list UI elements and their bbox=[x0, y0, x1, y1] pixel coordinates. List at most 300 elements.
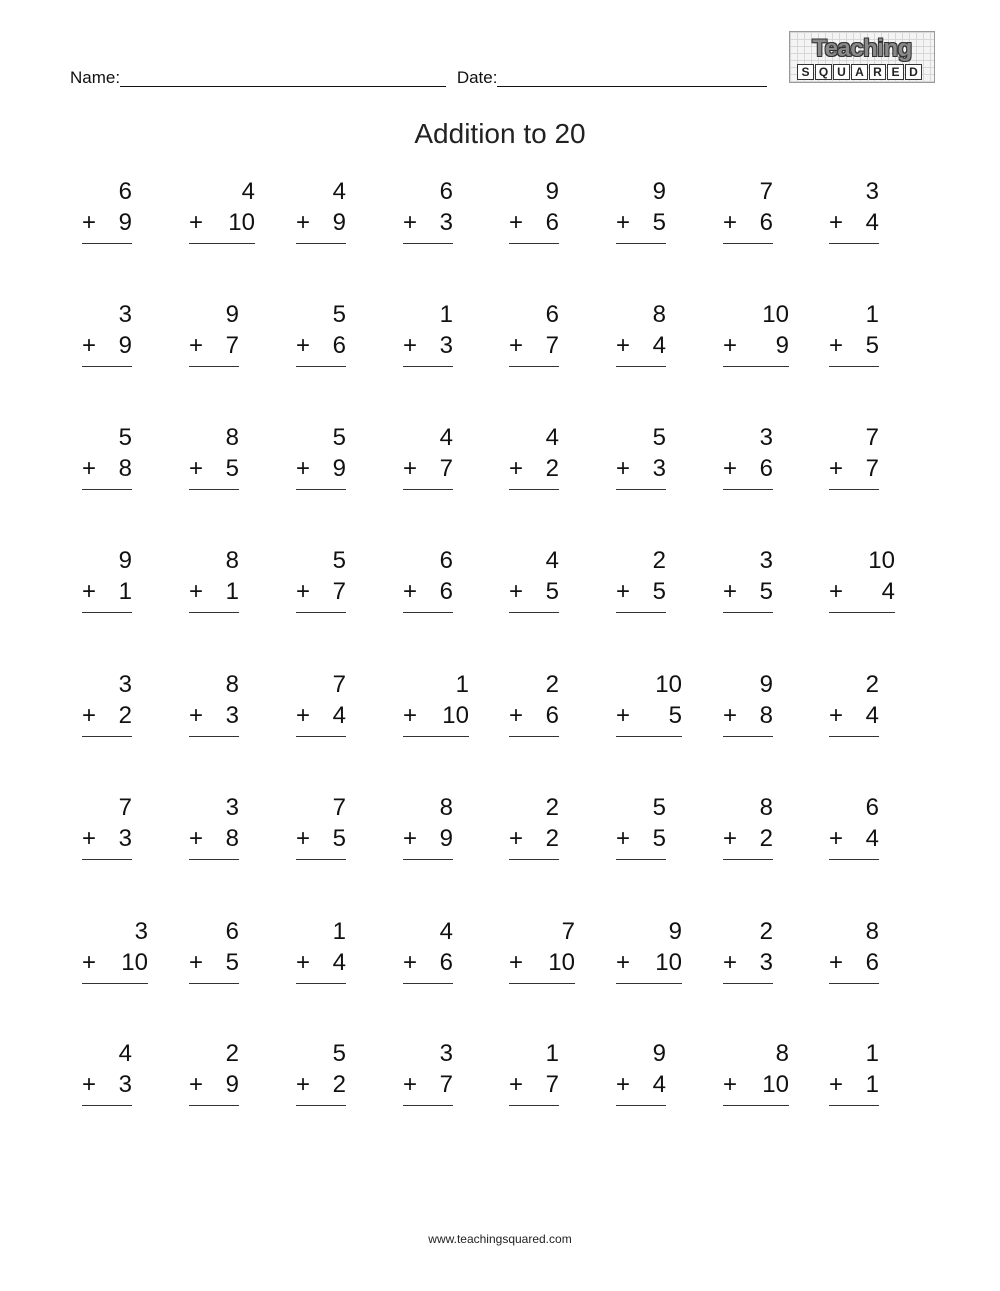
bottom-addend: 8 bbox=[118, 455, 132, 482]
plus-sign: + bbox=[403, 825, 418, 852]
bottom-addend: 3 bbox=[225, 702, 239, 729]
answer-line[interactable] bbox=[829, 489, 879, 490]
addition-problem bbox=[82, 1042, 132, 1122]
bottom-addend: 3 bbox=[118, 825, 132, 852]
top-addend: 6 bbox=[439, 178, 453, 205]
addition-problem bbox=[189, 673, 239, 753]
plus-sign: + bbox=[509, 1071, 524, 1098]
top-addend: 8 bbox=[225, 547, 239, 574]
top-addend: 1 bbox=[455, 671, 469, 698]
bottom-addend: 2 bbox=[545, 455, 559, 482]
top-addend: 4 bbox=[439, 424, 453, 451]
plus-sign: + bbox=[616, 209, 631, 236]
answer-line[interactable] bbox=[82, 612, 132, 613]
bottom-addend: 3 bbox=[439, 209, 453, 236]
bottom-addend: 10 bbox=[442, 702, 469, 729]
answer-line[interactable] bbox=[189, 366, 239, 367]
addition-problem bbox=[296, 303, 346, 383]
logo-wordmark: Teaching bbox=[812, 35, 912, 62]
bottom-addend: 9 bbox=[118, 209, 132, 236]
addition-problem bbox=[296, 426, 346, 506]
answer-line[interactable] bbox=[509, 243, 559, 244]
bottom-addend: 9 bbox=[332, 209, 346, 236]
answer-line[interactable] bbox=[616, 243, 666, 244]
bottom-addend: 9 bbox=[225, 1071, 239, 1098]
answer-line[interactable] bbox=[296, 612, 346, 613]
plus-sign: + bbox=[616, 825, 631, 852]
answer-line[interactable] bbox=[296, 243, 346, 244]
top-addend: 1 bbox=[865, 301, 879, 328]
answer-line[interactable] bbox=[189, 859, 239, 860]
top-addend: 6 bbox=[439, 547, 453, 574]
addition-problem bbox=[403, 673, 469, 753]
top-addend: 8 bbox=[439, 794, 453, 821]
addition-problem bbox=[82, 920, 148, 1000]
bottom-addend: 3 bbox=[118, 1071, 132, 1098]
answer-line[interactable] bbox=[403, 366, 453, 367]
bottom-addend: 7 bbox=[439, 455, 453, 482]
top-addend: 5 bbox=[332, 1040, 346, 1067]
plus-sign: + bbox=[829, 578, 844, 605]
bottom-addend: 5 bbox=[545, 578, 559, 605]
answer-line[interactable] bbox=[509, 1105, 559, 1106]
plus-sign: + bbox=[189, 1071, 204, 1098]
answer-line[interactable] bbox=[189, 983, 239, 984]
top-addend: 9 bbox=[118, 547, 132, 574]
logo-letter: Q bbox=[815, 64, 832, 80]
top-addend: 4 bbox=[118, 1040, 132, 1067]
top-addend: 9 bbox=[225, 301, 239, 328]
addition-problem bbox=[829, 920, 879, 1000]
bottom-addend: 7 bbox=[865, 455, 879, 482]
plus-sign: + bbox=[82, 455, 97, 482]
bottom-addend: 6 bbox=[759, 209, 773, 236]
addition-problem bbox=[616, 549, 666, 629]
addition-problem bbox=[616, 1042, 666, 1122]
plus-sign: + bbox=[296, 702, 311, 729]
logo-letter: A bbox=[851, 64, 868, 80]
answer-line[interactable] bbox=[509, 859, 559, 860]
top-addend: 2 bbox=[545, 671, 559, 698]
plus-sign: + bbox=[296, 1071, 311, 1098]
answer-line[interactable] bbox=[296, 366, 346, 367]
bottom-addend: 5 bbox=[668, 702, 682, 729]
bottom-addend: 6 bbox=[439, 578, 453, 605]
bottom-addend: 6 bbox=[332, 332, 346, 359]
addition-problem bbox=[189, 920, 239, 1000]
addition-problem bbox=[403, 303, 453, 383]
name-label: Name: bbox=[70, 68, 121, 87]
answer-line[interactable] bbox=[829, 612, 895, 613]
answer-line[interactable] bbox=[509, 736, 559, 737]
bottom-addend: 3 bbox=[759, 949, 773, 976]
top-addend: 4 bbox=[332, 178, 346, 205]
bottom-addend: 1 bbox=[865, 1071, 879, 1098]
top-addend: 8 bbox=[652, 301, 666, 328]
top-addend: 9 bbox=[759, 671, 773, 698]
plus-sign: + bbox=[82, 578, 97, 605]
bottom-addend: 5 bbox=[225, 949, 239, 976]
answer-line[interactable] bbox=[829, 366, 879, 367]
answer-line[interactable] bbox=[403, 859, 453, 860]
top-addend: 3 bbox=[865, 178, 879, 205]
top-addend: 10 bbox=[868, 547, 895, 574]
addition-problem bbox=[829, 673, 879, 753]
bottom-addend: 5 bbox=[225, 455, 239, 482]
top-addend: 10 bbox=[762, 301, 789, 328]
addition-problem bbox=[829, 796, 879, 876]
answer-line[interactable] bbox=[82, 736, 132, 737]
plus-sign: + bbox=[82, 702, 97, 729]
top-addend: 9 bbox=[652, 1040, 666, 1067]
answer-line[interactable] bbox=[509, 612, 559, 613]
bottom-addend: 9 bbox=[118, 332, 132, 359]
top-addend: 2 bbox=[865, 671, 879, 698]
plus-sign: + bbox=[723, 578, 738, 605]
answer-line[interactable] bbox=[829, 983, 879, 984]
top-addend: 4 bbox=[545, 547, 559, 574]
bottom-addend: 2 bbox=[545, 825, 559, 852]
answer-line[interactable] bbox=[82, 859, 132, 860]
bottom-addend: 5 bbox=[865, 332, 879, 359]
addition-problem bbox=[616, 303, 666, 383]
answer-line[interactable] bbox=[616, 859, 666, 860]
answer-line[interactable] bbox=[616, 736, 682, 737]
addition-problem bbox=[723, 673, 773, 753]
plus-sign: + bbox=[403, 949, 418, 976]
bottom-addend: 2 bbox=[332, 1071, 346, 1098]
answer-line[interactable] bbox=[403, 489, 453, 490]
addition-problem bbox=[189, 180, 255, 260]
bottom-addend: 4 bbox=[865, 825, 879, 852]
plus-sign: + bbox=[189, 209, 204, 236]
addition-problem bbox=[403, 180, 453, 260]
answer-line[interactable] bbox=[616, 489, 666, 490]
addition-problem bbox=[403, 796, 453, 876]
answer-line[interactable] bbox=[189, 243, 255, 244]
top-addend: 5 bbox=[118, 424, 132, 451]
addition-problem bbox=[509, 549, 559, 629]
bottom-addend: 3 bbox=[652, 455, 666, 482]
top-addend: 3 bbox=[759, 424, 773, 451]
plus-sign: + bbox=[723, 209, 738, 236]
answer-line[interactable] bbox=[509, 983, 575, 984]
answer-line[interactable] bbox=[189, 612, 239, 613]
bottom-addend: 4 bbox=[865, 702, 879, 729]
top-addend: 3 bbox=[118, 301, 132, 328]
plus-sign: + bbox=[296, 578, 311, 605]
plus-sign: + bbox=[509, 332, 524, 359]
addition-problem bbox=[829, 303, 879, 383]
answer-line[interactable] bbox=[616, 983, 682, 984]
bottom-addend: 6 bbox=[545, 209, 559, 236]
addition-problem bbox=[82, 796, 132, 876]
plus-sign: + bbox=[723, 825, 738, 852]
plus-sign: + bbox=[189, 702, 204, 729]
addition-problem bbox=[82, 673, 132, 753]
bottom-addend: 9 bbox=[332, 455, 346, 482]
plus-sign: + bbox=[829, 455, 844, 482]
bottom-addend: 6 bbox=[865, 949, 879, 976]
bottom-addend: 6 bbox=[759, 455, 773, 482]
top-addend: 5 bbox=[652, 794, 666, 821]
bottom-addend: 2 bbox=[759, 825, 773, 852]
addition-problem bbox=[509, 1042, 559, 1122]
bottom-addend: 6 bbox=[545, 702, 559, 729]
plus-sign: + bbox=[189, 825, 204, 852]
plus-sign: + bbox=[296, 455, 311, 482]
addition-problem bbox=[82, 180, 132, 260]
bottom-addend: 4 bbox=[332, 949, 346, 976]
bottom-addend: 7 bbox=[545, 332, 559, 359]
plus-sign: + bbox=[509, 702, 524, 729]
bottom-addend: 10 bbox=[121, 949, 148, 976]
plus-sign: + bbox=[509, 949, 524, 976]
addition-problem bbox=[296, 1042, 346, 1122]
plus-sign: + bbox=[82, 209, 97, 236]
logo-letter: D bbox=[905, 64, 922, 80]
answer-line[interactable] bbox=[296, 859, 346, 860]
top-addend: 5 bbox=[652, 424, 666, 451]
top-addend: 8 bbox=[775, 1040, 789, 1067]
plus-sign: + bbox=[723, 702, 738, 729]
answer-line[interactable] bbox=[296, 736, 346, 737]
top-addend: 9 bbox=[652, 178, 666, 205]
answer-line[interactable] bbox=[296, 489, 346, 490]
top-addend: 8 bbox=[225, 424, 239, 451]
addition-problem bbox=[82, 426, 132, 506]
bottom-addend: 9 bbox=[775, 332, 789, 359]
plus-sign: + bbox=[723, 949, 738, 976]
top-addend: 7 bbox=[561, 918, 575, 945]
addition-problem bbox=[296, 673, 346, 753]
answer-line[interactable] bbox=[723, 489, 773, 490]
bottom-addend: 7 bbox=[545, 1071, 559, 1098]
bottom-addend: 3 bbox=[439, 332, 453, 359]
bottom-addend: 10 bbox=[655, 949, 682, 976]
plus-sign: + bbox=[509, 455, 524, 482]
top-addend: 4 bbox=[241, 178, 255, 205]
top-addend: 4 bbox=[439, 918, 453, 945]
logo-letter: E bbox=[887, 64, 904, 80]
addition-problem bbox=[403, 1042, 453, 1122]
addition-problem bbox=[403, 920, 453, 1000]
answer-line[interactable] bbox=[296, 983, 346, 984]
plus-sign: + bbox=[403, 578, 418, 605]
plus-sign: + bbox=[296, 949, 311, 976]
answer-line[interactable] bbox=[616, 366, 666, 367]
plus-sign: + bbox=[403, 455, 418, 482]
addition-problem bbox=[723, 796, 773, 876]
plus-sign: + bbox=[82, 332, 97, 359]
bottom-addend: 6 bbox=[439, 949, 453, 976]
addition-problem bbox=[509, 180, 559, 260]
bottom-addend: 9 bbox=[439, 825, 453, 852]
answer-line[interactable] bbox=[189, 1105, 239, 1106]
top-addend: 6 bbox=[545, 301, 559, 328]
plus-sign: + bbox=[723, 1071, 738, 1098]
answer-line[interactable] bbox=[82, 489, 132, 490]
answer-line[interactable] bbox=[403, 243, 453, 244]
bottom-addend: 8 bbox=[759, 702, 773, 729]
answer-line[interactable] bbox=[82, 366, 132, 367]
plus-sign: + bbox=[616, 1071, 631, 1098]
top-addend: 2 bbox=[759, 918, 773, 945]
answer-line[interactable] bbox=[296, 1105, 346, 1106]
addition-problem bbox=[189, 796, 239, 876]
bottom-addend: 10 bbox=[228, 209, 255, 236]
plus-sign: + bbox=[829, 825, 844, 852]
answer-line[interactable] bbox=[509, 366, 559, 367]
plus-sign: + bbox=[82, 1071, 97, 1098]
answer-line[interactable] bbox=[403, 1105, 453, 1106]
answer-line[interactable] bbox=[82, 1105, 132, 1106]
date-label: Date: bbox=[456, 68, 498, 87]
addition-problem bbox=[189, 549, 239, 629]
addition-problem bbox=[829, 180, 879, 260]
addition-problem bbox=[723, 303, 789, 383]
bottom-addend: 4 bbox=[332, 702, 346, 729]
answer-line[interactable] bbox=[723, 612, 773, 613]
top-addend: 3 bbox=[134, 918, 148, 945]
top-addend: 10 bbox=[655, 671, 682, 698]
plus-sign: + bbox=[189, 949, 204, 976]
addition-problem bbox=[82, 549, 132, 629]
answer-line[interactable] bbox=[723, 736, 773, 737]
top-addend: 9 bbox=[668, 918, 682, 945]
answer-line[interactable] bbox=[723, 983, 773, 984]
addition-problem bbox=[189, 1042, 239, 1122]
plus-sign: + bbox=[829, 332, 844, 359]
top-addend: 1 bbox=[332, 918, 346, 945]
top-addend: 7 bbox=[759, 178, 773, 205]
addition-problem bbox=[509, 673, 559, 753]
bottom-addend: 10 bbox=[762, 1071, 789, 1098]
addition-problem bbox=[616, 180, 666, 260]
bottom-addend: 7 bbox=[225, 332, 239, 359]
bottom-addend: 1 bbox=[225, 578, 239, 605]
answer-line[interactable] bbox=[723, 859, 773, 860]
addition-problem bbox=[82, 303, 132, 383]
addition-problem bbox=[509, 920, 575, 1000]
top-addend: 7 bbox=[332, 794, 346, 821]
addition-problem bbox=[509, 426, 559, 506]
top-addend: 8 bbox=[865, 918, 879, 945]
bottom-addend: 4 bbox=[881, 578, 895, 605]
answer-line[interactable] bbox=[616, 1105, 666, 1106]
answer-line[interactable] bbox=[723, 243, 773, 244]
plus-sign: + bbox=[829, 1071, 844, 1098]
top-addend: 5 bbox=[332, 547, 346, 574]
addition-problem bbox=[723, 426, 773, 506]
addition-problem bbox=[403, 426, 453, 506]
plus-sign: + bbox=[616, 332, 631, 359]
top-addend: 8 bbox=[225, 671, 239, 698]
addition-problem bbox=[296, 920, 346, 1000]
plus-sign: + bbox=[723, 332, 738, 359]
answer-line[interactable] bbox=[723, 1105, 789, 1106]
bottom-addend: 7 bbox=[439, 1071, 453, 1098]
top-addend: 3 bbox=[439, 1040, 453, 1067]
answer-line[interactable] bbox=[403, 983, 453, 984]
plus-sign: + bbox=[509, 825, 524, 852]
top-addend: 9 bbox=[545, 178, 559, 205]
bottom-addend: 5 bbox=[652, 825, 666, 852]
top-addend: 5 bbox=[332, 424, 346, 451]
bottom-addend: 5 bbox=[332, 825, 346, 852]
addition-problem bbox=[723, 1042, 789, 1122]
addition-problem bbox=[189, 426, 239, 506]
answer-line[interactable] bbox=[829, 243, 879, 244]
plus-sign: + bbox=[403, 209, 418, 236]
plus-sign: + bbox=[296, 332, 311, 359]
answer-line[interactable] bbox=[829, 859, 879, 860]
addition-problem bbox=[296, 180, 346, 260]
addition-problem bbox=[616, 426, 666, 506]
answer-line[interactable] bbox=[829, 736, 879, 737]
plus-sign: + bbox=[616, 949, 631, 976]
plus-sign: + bbox=[82, 825, 97, 852]
plus-sign: + bbox=[509, 578, 524, 605]
plus-sign: + bbox=[189, 332, 204, 359]
answer-line[interactable] bbox=[723, 366, 789, 367]
top-addend: 3 bbox=[118, 671, 132, 698]
answer-line[interactable] bbox=[189, 736, 239, 737]
top-addend: 3 bbox=[225, 794, 239, 821]
top-addend: 7 bbox=[118, 794, 132, 821]
plus-sign: + bbox=[189, 455, 204, 482]
plus-sign: + bbox=[509, 209, 524, 236]
answer-line[interactable] bbox=[616, 612, 666, 613]
addition-problem bbox=[723, 920, 773, 1000]
plus-sign: + bbox=[829, 209, 844, 236]
addition-problem bbox=[296, 549, 346, 629]
bottom-addend: 8 bbox=[225, 825, 239, 852]
answer-line[interactable] bbox=[403, 736, 469, 737]
answer-line[interactable] bbox=[829, 1105, 879, 1106]
bottom-addend: 1 bbox=[118, 578, 132, 605]
addition-problem bbox=[829, 426, 879, 506]
top-addend: 6 bbox=[225, 918, 239, 945]
plus-sign: + bbox=[82, 949, 97, 976]
top-addend: 3 bbox=[759, 547, 773, 574]
bottom-addend: 5 bbox=[652, 578, 666, 605]
answer-line[interactable] bbox=[82, 983, 148, 984]
top-addend: 1 bbox=[439, 301, 453, 328]
bottom-addend: 2 bbox=[118, 702, 132, 729]
top-addend: 6 bbox=[865, 794, 879, 821]
answer-line[interactable] bbox=[189, 489, 239, 490]
addition-problem bbox=[723, 180, 773, 260]
logo-letter: U bbox=[833, 64, 850, 80]
answer-line[interactable] bbox=[509, 489, 559, 490]
addition-problem bbox=[616, 796, 666, 876]
plus-sign: + bbox=[403, 332, 418, 359]
logo-letter: R bbox=[869, 64, 886, 80]
addition-problem bbox=[509, 303, 559, 383]
top-addend: 1 bbox=[545, 1040, 559, 1067]
addition-problem bbox=[509, 796, 559, 876]
answer-line[interactable] bbox=[403, 612, 453, 613]
addition-problem bbox=[829, 549, 895, 629]
addition-problem bbox=[616, 673, 682, 753]
plus-sign: + bbox=[829, 949, 844, 976]
plus-sign: + bbox=[616, 455, 631, 482]
top-addend: 6 bbox=[118, 178, 132, 205]
answer-line[interactable] bbox=[82, 243, 132, 244]
plus-sign: + bbox=[189, 578, 204, 605]
bottom-addend: 4 bbox=[652, 1071, 666, 1098]
